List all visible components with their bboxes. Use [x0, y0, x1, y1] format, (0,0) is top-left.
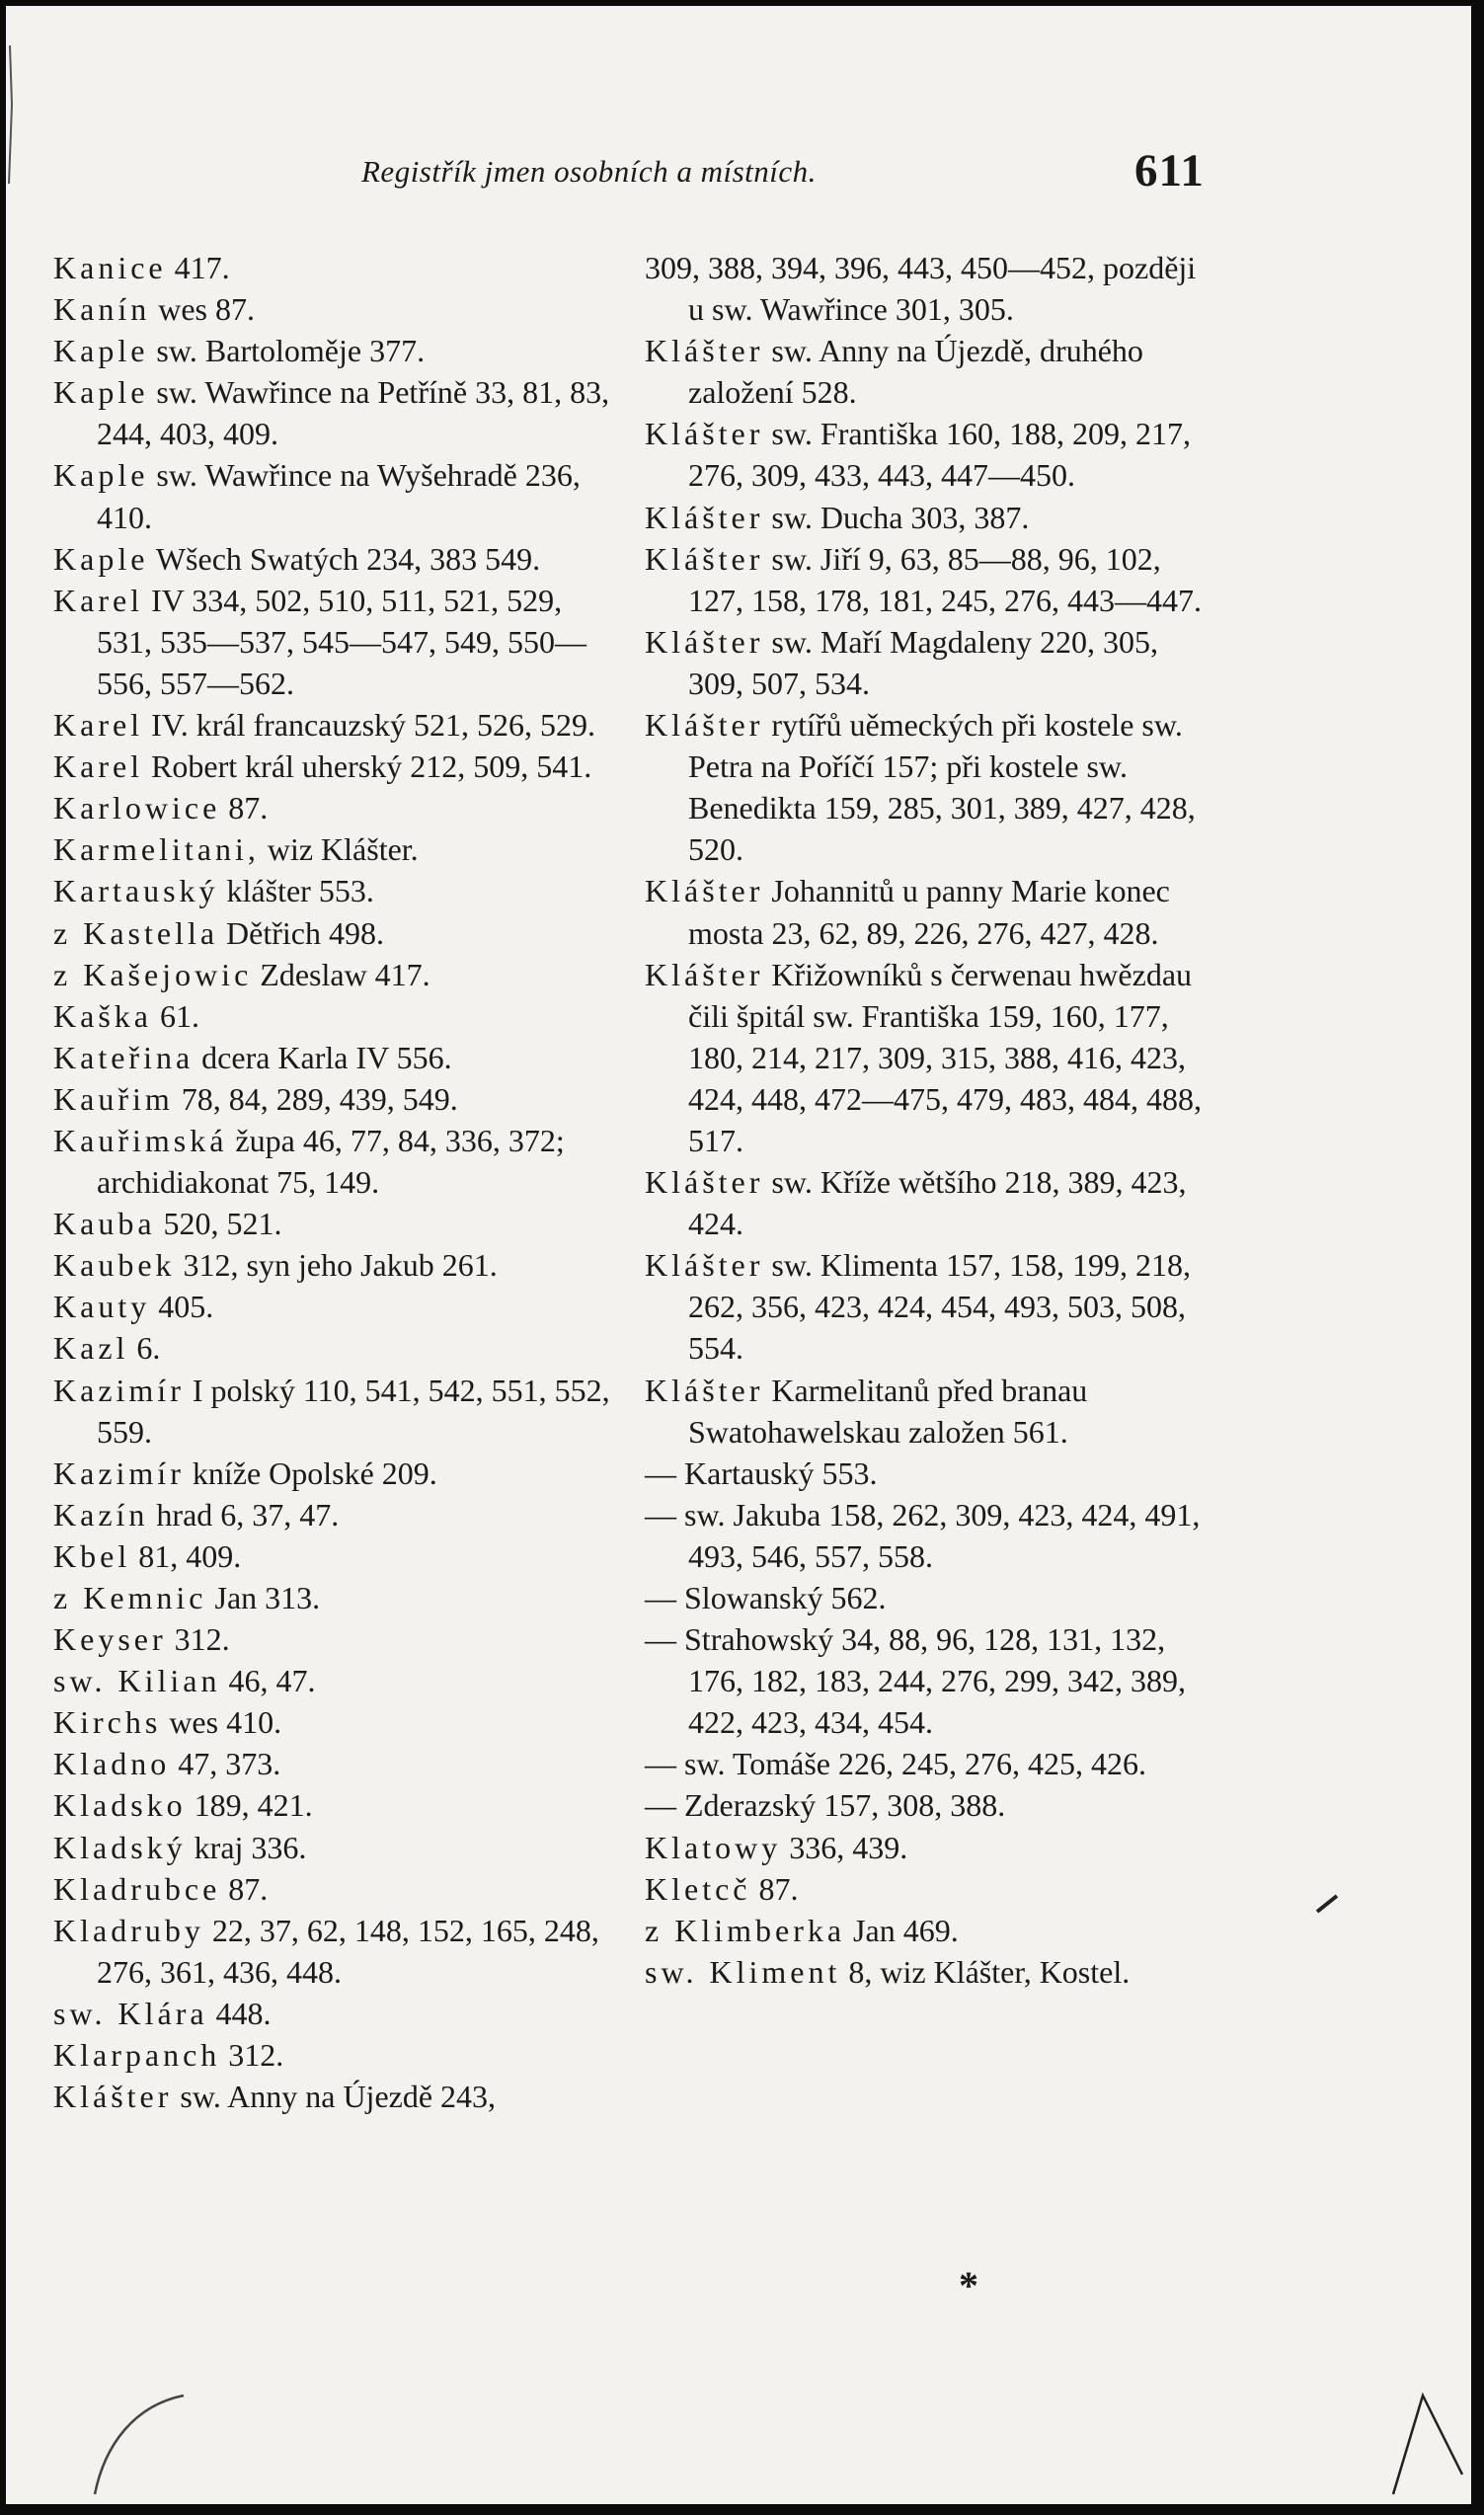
index-entry	[645, 1577, 1212, 1618]
entry-head: sw. Kilian	[53, 1663, 221, 1699]
entry-head: Klášter	[645, 707, 764, 744]
entry-head: Kaple	[53, 540, 149, 577]
entry-head: Kazimír	[53, 1454, 185, 1491]
entry-head: Klarpanch	[53, 2037, 221, 2074]
entry-text: 448.	[207, 1995, 272, 2031]
index-entry	[53, 1701, 621, 1743]
entry-text: Jan 313.	[206, 1580, 321, 1615]
entry-head: Kladno	[53, 1746, 171, 1782]
entry-text: — Zderazský 157, 308, 388.	[645, 1787, 1006, 1824]
entry-head: Klášter	[645, 873, 764, 909]
scan-mark-right	[1309, 1882, 1349, 1922]
entry-text: 8, wiz Klášter, Kostel.	[840, 1953, 1131, 1990]
entry-head: z Klimberka	[645, 1912, 846, 1948]
entry-text: kraj 336.	[186, 1829, 307, 1865]
entry-text: — sw. Jakuba 158, 262, 309, 423, 424, 491, 493, 546, 557, 558.	[645, 1496, 1201, 1574]
index-entry	[645, 1827, 1212, 1868]
index-entry	[53, 330, 621, 371]
footer-star: *	[959, 2263, 978, 2308]
entry-head: Kbel	[53, 1537, 131, 1574]
index-entry	[53, 1535, 621, 1577]
index-entry	[53, 247, 621, 288]
entry-head: Klášter	[53, 2079, 173, 2115]
entry-text: sw. Jiří 9, 63, 85—88, 96, 102, 127, 158, 178, 181, 245, 276, 443—447.	[688, 540, 1202, 618]
index-entry	[645, 1784, 1212, 1826]
entry-text: — Kartauský 553.	[645, 1454, 878, 1491]
index-entry	[53, 1993, 621, 2034]
entry-text: wes 87.	[150, 291, 255, 328]
entry-head: Kladský	[53, 1829, 187, 1865]
entry-head: Kaška	[53, 997, 152, 1034]
entry-text: 87.	[220, 1870, 269, 1907]
index-entry	[645, 621, 1212, 704]
index-entry	[53, 288, 621, 330]
entry-text: 312, syn jeho Jakub 261.	[175, 1247, 498, 1284]
entry-head: Klášter	[645, 540, 764, 577]
index-entry	[645, 1868, 1212, 1910]
index-entry	[53, 1078, 621, 1120]
running-header-title: Registřík jmen osobních a místních.	[361, 154, 817, 189]
entry-text: župa 46, 77, 84, 336, 372; archidiakonat 75, 149.	[97, 1122, 565, 1201]
entry-head: Kladrubce	[53, 1870, 221, 1907]
index-entry	[53, 371, 621, 454]
entry-text: Jan 469.	[845, 1912, 959, 1948]
entry-text: 189, 421.	[186, 1787, 313, 1824]
entry-text: sw. Anny na Újezdě 243,	[172, 2079, 497, 2115]
index-entry	[645, 870, 1212, 953]
entry-head: Kaubek	[53, 1247, 176, 1284]
entry-head: Kaple	[53, 457, 149, 494]
scan-mark-bottom-right	[1383, 2356, 1471, 2504]
entry-head: Karel	[53, 748, 144, 785]
entry-text: sw. Bartoloměje 377.	[148, 333, 426, 369]
entry-text: — sw. Tomáše 226, 245, 276, 425, 426.	[645, 1746, 1146, 1782]
entry-text: 520, 521.	[155, 1206, 282, 1242]
index-entry	[53, 870, 621, 911]
entry-text: wes 410.	[161, 1704, 282, 1741]
index-entry	[53, 1910, 621, 1993]
entry-head: Klášter	[645, 1372, 764, 1408]
entry-text: sw. Kříže wětšího 218, 389, 423, 424.	[688, 1164, 1187, 1242]
entry-text: Robert král uherský 212, 509, 541.	[143, 748, 592, 785]
index-entry	[645, 538, 1212, 621]
entry-text: 47, 373.	[170, 1746, 281, 1782]
entry-text: sw. Wawřince na Wyšehradě 236, 410.	[97, 457, 581, 535]
entry-head: Kauřimská	[53, 1122, 228, 1158]
entry-text: 87.	[750, 1870, 799, 1907]
entry-text: 312.	[220, 2037, 284, 2074]
index-entry	[53, 1827, 621, 1868]
index-entry	[53, 1037, 621, 1078]
entry-head: Klášter	[645, 333, 764, 369]
entry-text: Karmelitanů před branau Swatohawelskau založen 561.	[688, 1372, 1088, 1450]
index-entry	[53, 995, 621, 1037]
index-entry	[53, 1784, 621, 1826]
entry-text: 46, 47.	[220, 1663, 316, 1699]
index-entry	[53, 954, 621, 995]
entry-head: Klášter	[645, 416, 764, 452]
index-entry	[53, 1120, 621, 1203]
entry-text: sw. Ducha 303, 387.	[763, 499, 1030, 535]
entry-head: Kazl	[53, 1330, 129, 1367]
entry-head: Karlowice	[53, 790, 221, 826]
entry-text: 417.	[166, 250, 230, 285]
entry-head: Kazimír	[53, 1372, 185, 1408]
entry-head: Kauřim	[53, 1080, 174, 1117]
index-column-left	[53, 247, 621, 2117]
entry-head: Keyser	[53, 1621, 167, 1658]
index-entry	[53, 2076, 621, 2117]
index-entry	[645, 1453, 1212, 1494]
index-entry	[53, 787, 621, 828]
index-entry	[53, 1286, 621, 1327]
index-entry	[645, 497, 1212, 538]
entry-head: Kladsko	[53, 1787, 187, 1824]
index-column-right	[645, 247, 1212, 1993]
entry-head: Klášter	[645, 499, 764, 535]
index-entry	[53, 912, 621, 954]
index-entry	[645, 1494, 1212, 1577]
entry-text: sw. Maří Magdaleny 220, 305, 309, 507, 534.	[688, 623, 1159, 701]
scan-mark-bottom-left	[75, 2386, 213, 2504]
entry-head: sw. Klára	[53, 1995, 208, 2031]
index-entry	[53, 1577, 621, 1618]
entry-text: sw. Klimenta 157, 158, 199, 218, 262, 356, 423, 424, 454, 493, 503, 508, 554.	[688, 1247, 1191, 1367]
entry-head: Karmelitani,	[53, 831, 260, 868]
entry-text: 78, 84, 289, 439, 549.	[173, 1080, 458, 1117]
entry-text: sw. Anny na Újezdě, druhého založení 528.	[688, 333, 1143, 411]
index-entry	[645, 1910, 1212, 1951]
entry-head: Kaple	[53, 333, 149, 369]
entry-text: 81, 409.	[130, 1537, 242, 1574]
entry-text: kníže Opolské 209.	[184, 1454, 437, 1491]
entry-head: Kirchs	[53, 1704, 162, 1741]
entry-head: Kazín	[53, 1496, 149, 1533]
index-entry	[53, 1453, 621, 1494]
index-entry	[53, 580, 621, 704]
index-entry	[53, 2034, 621, 2076]
index-entry	[53, 828, 621, 870]
entry-text: 405.	[150, 1289, 214, 1325]
index-entry	[53, 1868, 621, 1910]
index-entry	[645, 1370, 1212, 1453]
entry-head: Kletcč	[645, 1870, 751, 1907]
index-entry	[53, 454, 621, 537]
entry-head: Kaple	[53, 374, 149, 411]
entry-head: Klášter	[645, 956, 764, 992]
index-entry	[645, 1161, 1212, 1244]
entry-head: Klášter	[645, 623, 764, 660]
entry-text: 312.	[166, 1621, 230, 1658]
entry-text: Johannitů u panny Marie konec mosta 23, 62, 89, 226, 276, 427, 428.	[688, 873, 1170, 951]
entry-text: 6.	[128, 1330, 161, 1367]
entry-head: Kateřina	[53, 1039, 195, 1075]
entry-head: z Kastella	[53, 914, 219, 951]
entry-text: I polský 110, 541, 542, 551, 552, 559.	[97, 1372, 610, 1450]
entry-text: klášter 553.	[218, 873, 374, 909]
entry-head: z Kašejowic	[53, 956, 253, 992]
index-entry	[645, 330, 1212, 413]
entry-head: Karel	[53, 707, 144, 744]
entry-head: Karel	[53, 582, 144, 618]
entry-text: dcera Karla IV 556.	[194, 1039, 452, 1075]
entry-text: rytířů uěmeckých při kostele sw. Petra na Poříčí 157; při kostele sw. Benedikta 159, 285, 301, 389, 427, 428, 520.	[688, 707, 1196, 868]
entry-head: sw. Kliment	[645, 1953, 841, 1990]
entry-text: hrad 6, 37, 47.	[148, 1496, 340, 1533]
entry-text: — Strahowský 34, 88, 96, 128, 131, 132, 176, 182, 183, 244, 276, 299, 342, 389, 422, 423, 434, 454.	[645, 1621, 1186, 1741]
entry-head: Kartauský	[53, 873, 219, 909]
index-entry	[53, 1660, 621, 1701]
entry-text: 61.	[151, 997, 199, 1034]
index-entry	[53, 1370, 621, 1453]
index-entry	[645, 413, 1212, 496]
entry-text: Křižowníků s čerwenau hwězdau čili špitál sw. Františka 159, 160, 177, 180, 214, 217, 309, 315, 388, 416, 423, 424, 448, 472—475, 479, 483, 484, 488, 517.	[688, 956, 1202, 1158]
index-entry	[53, 746, 621, 787]
index-entry	[645, 1951, 1212, 1993]
index-entry	[53, 1618, 621, 1660]
index-entry	[53, 1494, 621, 1535]
book-page	[6, 6, 1471, 2504]
entry-head: Kauba	[53, 1206, 156, 1242]
entry-head: Klatowy	[645, 1829, 782, 1865]
index-entry	[53, 538, 621, 580]
index-entry	[53, 1327, 621, 1369]
entry-head: z Kemnic	[53, 1580, 207, 1615]
entry-text: 87.	[220, 790, 269, 826]
entry-text: wiz Klášter.	[259, 831, 419, 868]
index-entry	[645, 247, 1212, 330]
entry-text: 309, 388, 394, 396, 443, 450—452, později u sw. Wawřince 301, 305.	[645, 250, 1197, 328]
entry-head: Kanice	[53, 250, 167, 285]
page-number: 611	[1134, 145, 1205, 196]
index-entry	[645, 1244, 1212, 1369]
entry-text: — Slowanský 562.	[645, 1580, 887, 1615]
entry-head: Kanín	[53, 291, 151, 328]
entry-text: 336, 439.	[781, 1829, 908, 1865]
entry-head: Kauty	[53, 1289, 151, 1325]
entry-text: sw. Františka 160, 188, 209, 217, 276, 309, 433, 443, 447—450.	[688, 416, 1191, 494]
index-entry	[53, 1244, 621, 1286]
entry-text: sw. Wawřince na Petříně 33, 81, 83, 244, 403, 409.	[97, 374, 610, 452]
index-entry	[645, 1743, 1212, 1784]
index-entry	[645, 704, 1212, 870]
entry-text: Zdeslaw 417.	[252, 956, 430, 992]
entry-text: Dětřich 498.	[218, 914, 384, 951]
entry-text: IV. král francauzský 521, 526, 529.	[143, 707, 596, 744]
index-entry	[53, 1203, 621, 1244]
index-entry	[53, 1743, 621, 1784]
entry-head: Klášter	[645, 1164, 764, 1201]
index-entry	[645, 954, 1212, 1161]
entry-text: IV 334, 502, 510, 511, 521, 529, 531, 535—537, 545—547, 549, 550—556, 557—562.	[97, 582, 586, 701]
index-entry	[53, 704, 621, 746]
entry-head: Kladruby	[53, 1912, 204, 1948]
entry-text: Wšech Swatých 234, 383 549.	[148, 540, 541, 577]
scan-mark-left	[6, 45, 20, 184]
index-entry	[645, 1618, 1212, 1743]
entry-text: 22, 37, 62, 148, 152, 165, 248, 276, 361, 436, 448.	[97, 1912, 599, 1990]
entry-head: Klášter	[645, 1247, 764, 1284]
